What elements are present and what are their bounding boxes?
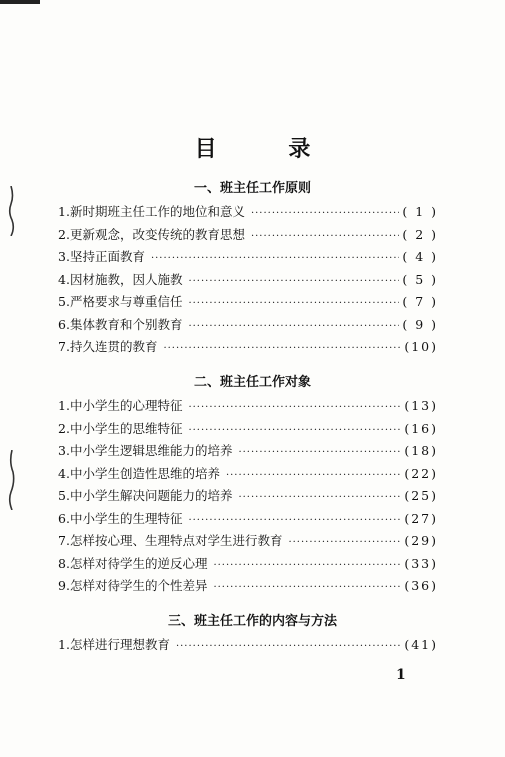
section-heading-2: 二、班主任工作对象	[193, 375, 311, 390]
entry-number: 6.	[58, 510, 70, 526]
dot-leader	[188, 316, 399, 339]
entry-title: 怎样对待学生的逆反心理	[69, 555, 208, 571]
entry-title: 中小学生创造性思维的培养	[69, 465, 220, 481]
dot-leader	[213, 577, 401, 600]
toc-entry[interactable]	[58, 485, 438, 508]
toc-entry[interactable]	[58, 508, 438, 531]
entry-title: 怎样按心理、生理特点对学生进行教育	[69, 533, 283, 548]
entry-number: 7.	[58, 339, 70, 354]
entry-title: 中小学生解决问题能力的培养	[69, 488, 233, 503]
dot-leader	[188, 293, 399, 316]
entry-title: 新时期班主任工作的地位和意义	[69, 204, 245, 219]
entry-number: 5.	[58, 488, 70, 503]
toc-entry[interactable]	[58, 634, 438, 657]
dot-leader	[238, 487, 401, 510]
dot-leader	[188, 271, 399, 294]
entry-page: ( 9 )	[402, 316, 438, 332]
toc-entry[interactable]	[58, 336, 438, 359]
dot-leader	[226, 465, 401, 488]
entry-title: 因材施教，因人施教	[69, 271, 183, 287]
entry-number: 2.	[58, 226, 70, 242]
toc-entry[interactable]	[58, 395, 438, 418]
toc-entry[interactable]	[58, 314, 438, 337]
dot-leader	[213, 555, 401, 578]
dot-leader	[176, 636, 401, 659]
entry-page: ( 4 )	[402, 249, 438, 264]
entry-title: 中小学生的思维特征	[69, 420, 183, 436]
entry-page: (10)	[404, 339, 438, 354]
entry-number: 5.	[58, 294, 70, 309]
entry-title: 严格要求与尊重信任	[69, 294, 183, 309]
dot-leader	[188, 510, 401, 533]
entry-page: ( 1 )	[402, 204, 438, 219]
entry-page: (41)	[404, 637, 438, 652]
toc-entry[interactable]	[58, 201, 438, 224]
entry-page: (29)	[404, 533, 438, 548]
entry-number: 9.	[58, 578, 70, 593]
entry-page: (36)	[404, 578, 438, 593]
entry-page: (13)	[404, 398, 438, 413]
toc-entry[interactable]	[58, 246, 438, 269]
entry-title: 怎样进行理想教育	[69, 637, 170, 652]
entry-page: (18)	[404, 443, 438, 458]
entry-number: 1.	[58, 398, 70, 413]
dot-leader	[188, 420, 401, 443]
entry-page: ( 7 )	[402, 294, 438, 309]
entry-page: (22)	[404, 465, 438, 481]
entry-number: 4.	[58, 271, 70, 287]
toc-entry[interactable]	[58, 418, 438, 441]
entry-title: 中小学生的生理特征	[69, 510, 183, 526]
dot-leader	[288, 532, 401, 555]
dot-leader	[238, 442, 401, 465]
section-heading-3: 三、班主任工作的内容与方法	[167, 614, 337, 629]
entry-title: 集体教育和个别教育	[69, 316, 183, 332]
entry-page: (25)	[404, 488, 438, 503]
toc-entry[interactable]	[58, 463, 438, 486]
entry-title: 更新观念，改变传统的教育思想	[69, 226, 245, 242]
section-heading-1: 一、班主任工作原则	[193, 181, 311, 196]
entry-title: 坚持正面教育	[69, 249, 145, 264]
toc-section-1	[58, 201, 438, 359]
entry-page: (33)	[404, 555, 438, 571]
page-title: 目 录	[194, 137, 343, 162]
entry-page: (16)	[404, 420, 438, 436]
entry-number: 1.	[58, 204, 70, 219]
entry-page: ( 5 )	[402, 271, 438, 287]
entry-title: 怎样对待学生的个性差异	[69, 578, 208, 593]
toc-entry[interactable]	[58, 530, 438, 553]
toc-entry[interactable]	[58, 224, 438, 247]
dot-leader	[188, 397, 401, 420]
entry-number: 6.	[58, 316, 70, 332]
entry-number: 1.	[58, 637, 70, 652]
toc-entry[interactable]	[58, 553, 438, 576]
entry-number: 7.	[58, 533, 70, 548]
toc-entry[interactable]	[58, 440, 438, 463]
dot-leader	[151, 248, 399, 271]
dot-leader	[251, 226, 399, 249]
scan-corner-mark	[0, 0, 40, 4]
binding-mark-bottom	[8, 450, 13, 510]
dot-leader	[251, 203, 399, 226]
entry-number: 4.	[58, 465, 70, 481]
dot-leader	[163, 338, 401, 361]
entry-title: 持久连贯的教育	[69, 339, 158, 354]
toc-section-2	[58, 395, 438, 598]
toc-section-3	[58, 634, 438, 657]
toc-entry[interactable]	[58, 269, 438, 292]
page-number: 1	[396, 667, 406, 683]
entry-page: ( 2 )	[402, 226, 438, 242]
toc-entry[interactable]	[58, 291, 438, 314]
entry-number: 3.	[58, 249, 70, 264]
entry-number: 3.	[58, 443, 70, 458]
entry-number: 2.	[58, 420, 70, 436]
toc-entry[interactable]	[58, 575, 438, 598]
entry-title: 中小学生逻辑思维能力的培养	[69, 443, 233, 458]
entry-number: 8.	[58, 555, 70, 571]
entry-title: 中小学生的心理特征	[69, 398, 183, 413]
entry-page: (27)	[404, 510, 438, 526]
